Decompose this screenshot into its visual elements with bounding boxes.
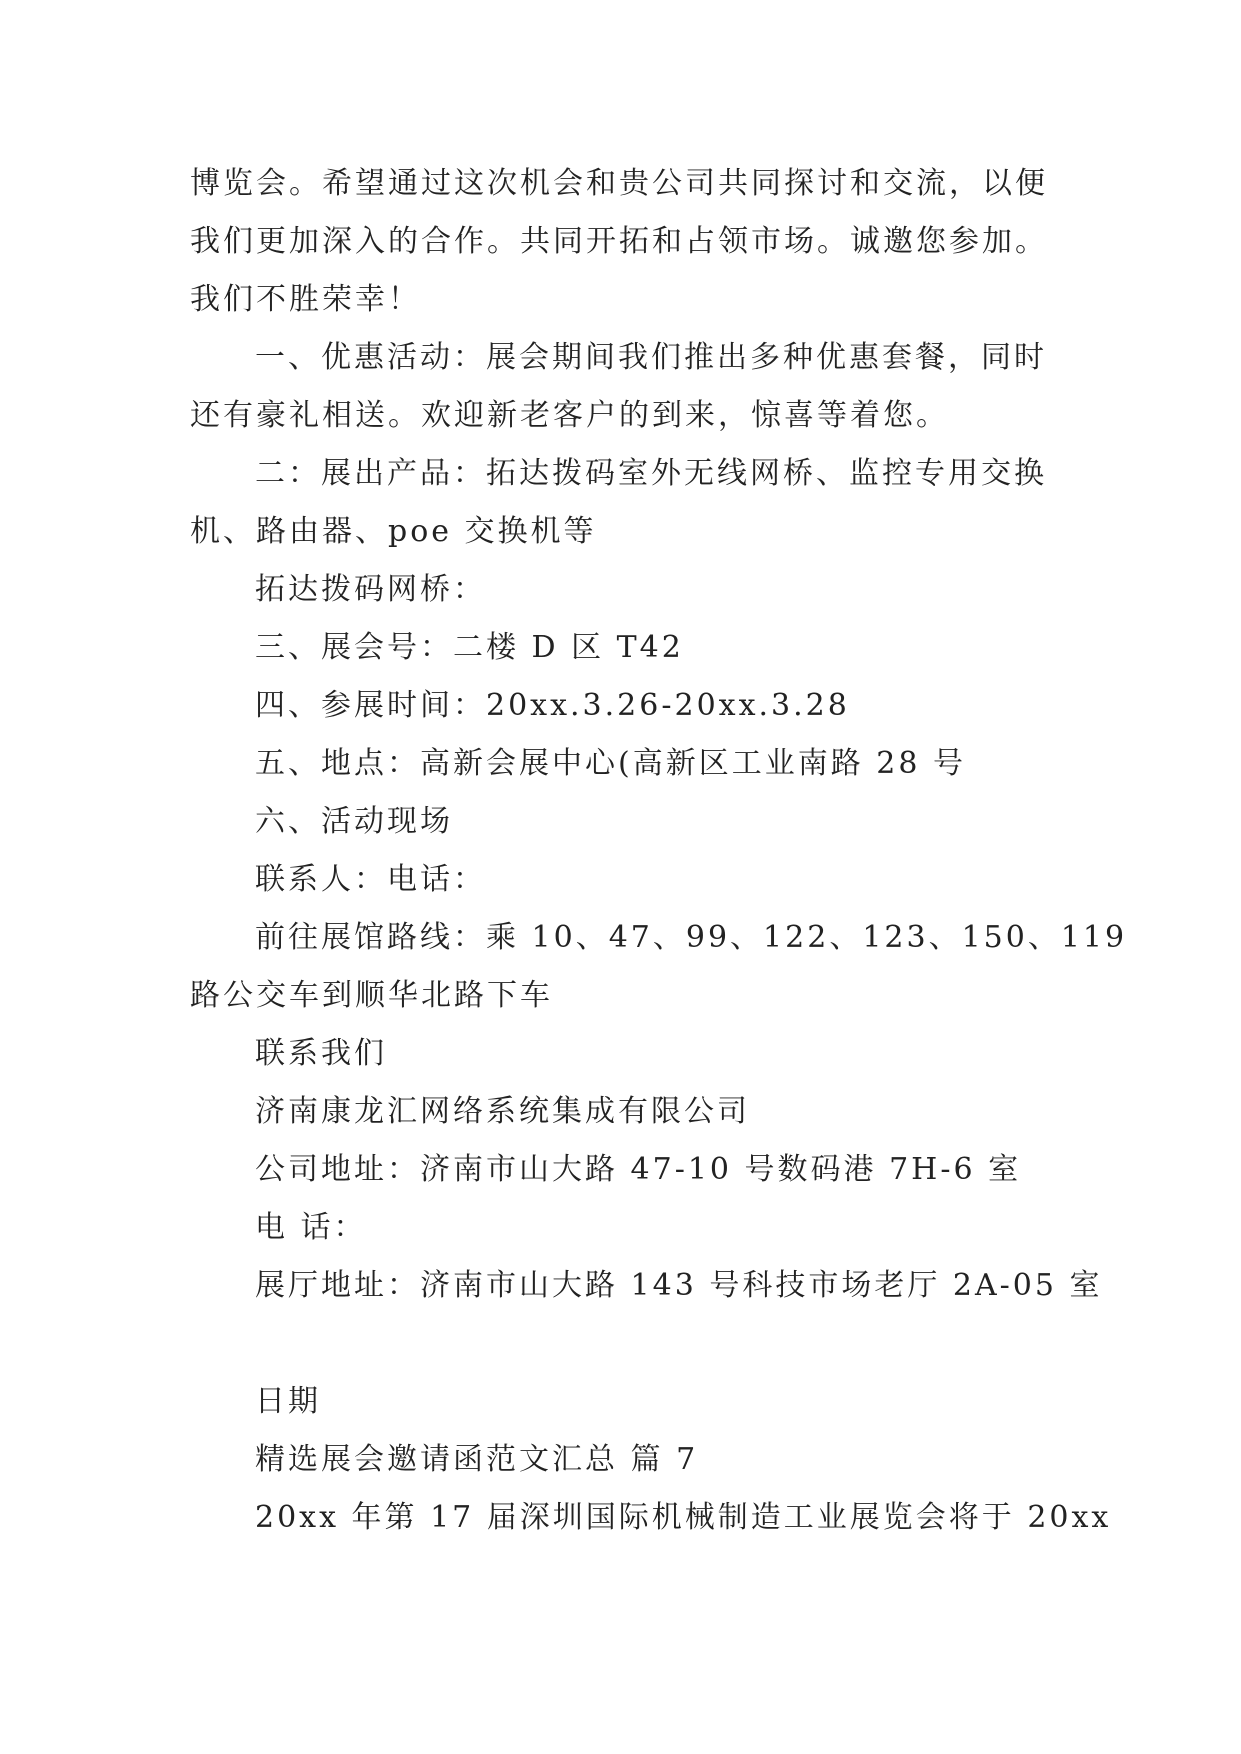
paragraph-line: 三、展会号：二楼 D 区 T42 xyxy=(255,630,684,665)
paragraph-line: 20xx 年第 17 届深圳国际机械制造工业展览会将于 20xx xyxy=(255,1500,1112,1535)
paragraph-line: 联系我们 xyxy=(255,1036,387,1071)
paragraph-line: 五、地点：高新会展中心(高新区工业南路 28 号 xyxy=(255,746,966,781)
paragraph-line: 电 话： xyxy=(255,1210,367,1245)
paragraph-line: 二：展出产品：拓达拨码室外无线网桥、监控专用交换 xyxy=(255,456,1047,491)
paragraph-line: 路公交车到顺华北路下车 xyxy=(190,978,553,1013)
paragraph-line: 六、活动现场 xyxy=(255,804,453,839)
paragraph-line: 前往展馆路线：乘 10、47、99、122、123、150、119 xyxy=(255,920,1128,955)
paragraph-line: 我们更加深入的合作。共同开拓和占领市场。诚邀您参加。 xyxy=(190,224,1048,259)
paragraph-line: 一、优惠活动：展会期间我们推出多种优惠套餐，同时 xyxy=(255,340,1047,375)
paragraph-line: 我们不胜荣幸！ xyxy=(190,282,421,317)
paragraph-line: 展厅地址：济南市山大路 143 号科技市场老厅 2A-05 室 xyxy=(255,1268,1103,1303)
paragraph-line: 精选展会邀请函范文汇总 篇 7 xyxy=(255,1442,699,1477)
paragraph-line: 济南康龙汇网络系统集成有限公司 xyxy=(255,1094,750,1129)
paragraph-line: 公司地址：济南市山大路 47-10 号数码港 7H-6 室 xyxy=(255,1152,1022,1187)
paragraph-line: 联系人：电话： xyxy=(255,862,486,897)
paragraph-line: 日期 xyxy=(255,1384,321,1419)
paragraph-line: 机、路由器、poe 交换机等 xyxy=(190,514,597,549)
paragraph-line: 拓达拨码网桥： xyxy=(255,572,486,607)
paragraph-line: 博览会。希望通过这次机会和贵公司共同探讨和交流，以便 xyxy=(190,166,1048,201)
paragraph-line: 四、参展时间：20xx.3.26-20xx.3.28 xyxy=(255,688,850,723)
paragraph-line: 还有豪礼相送。欢迎新老客户的到来，惊喜等着您。 xyxy=(190,398,949,433)
blank-line xyxy=(190,1315,1060,1373)
document-body xyxy=(190,155,1128,1547)
